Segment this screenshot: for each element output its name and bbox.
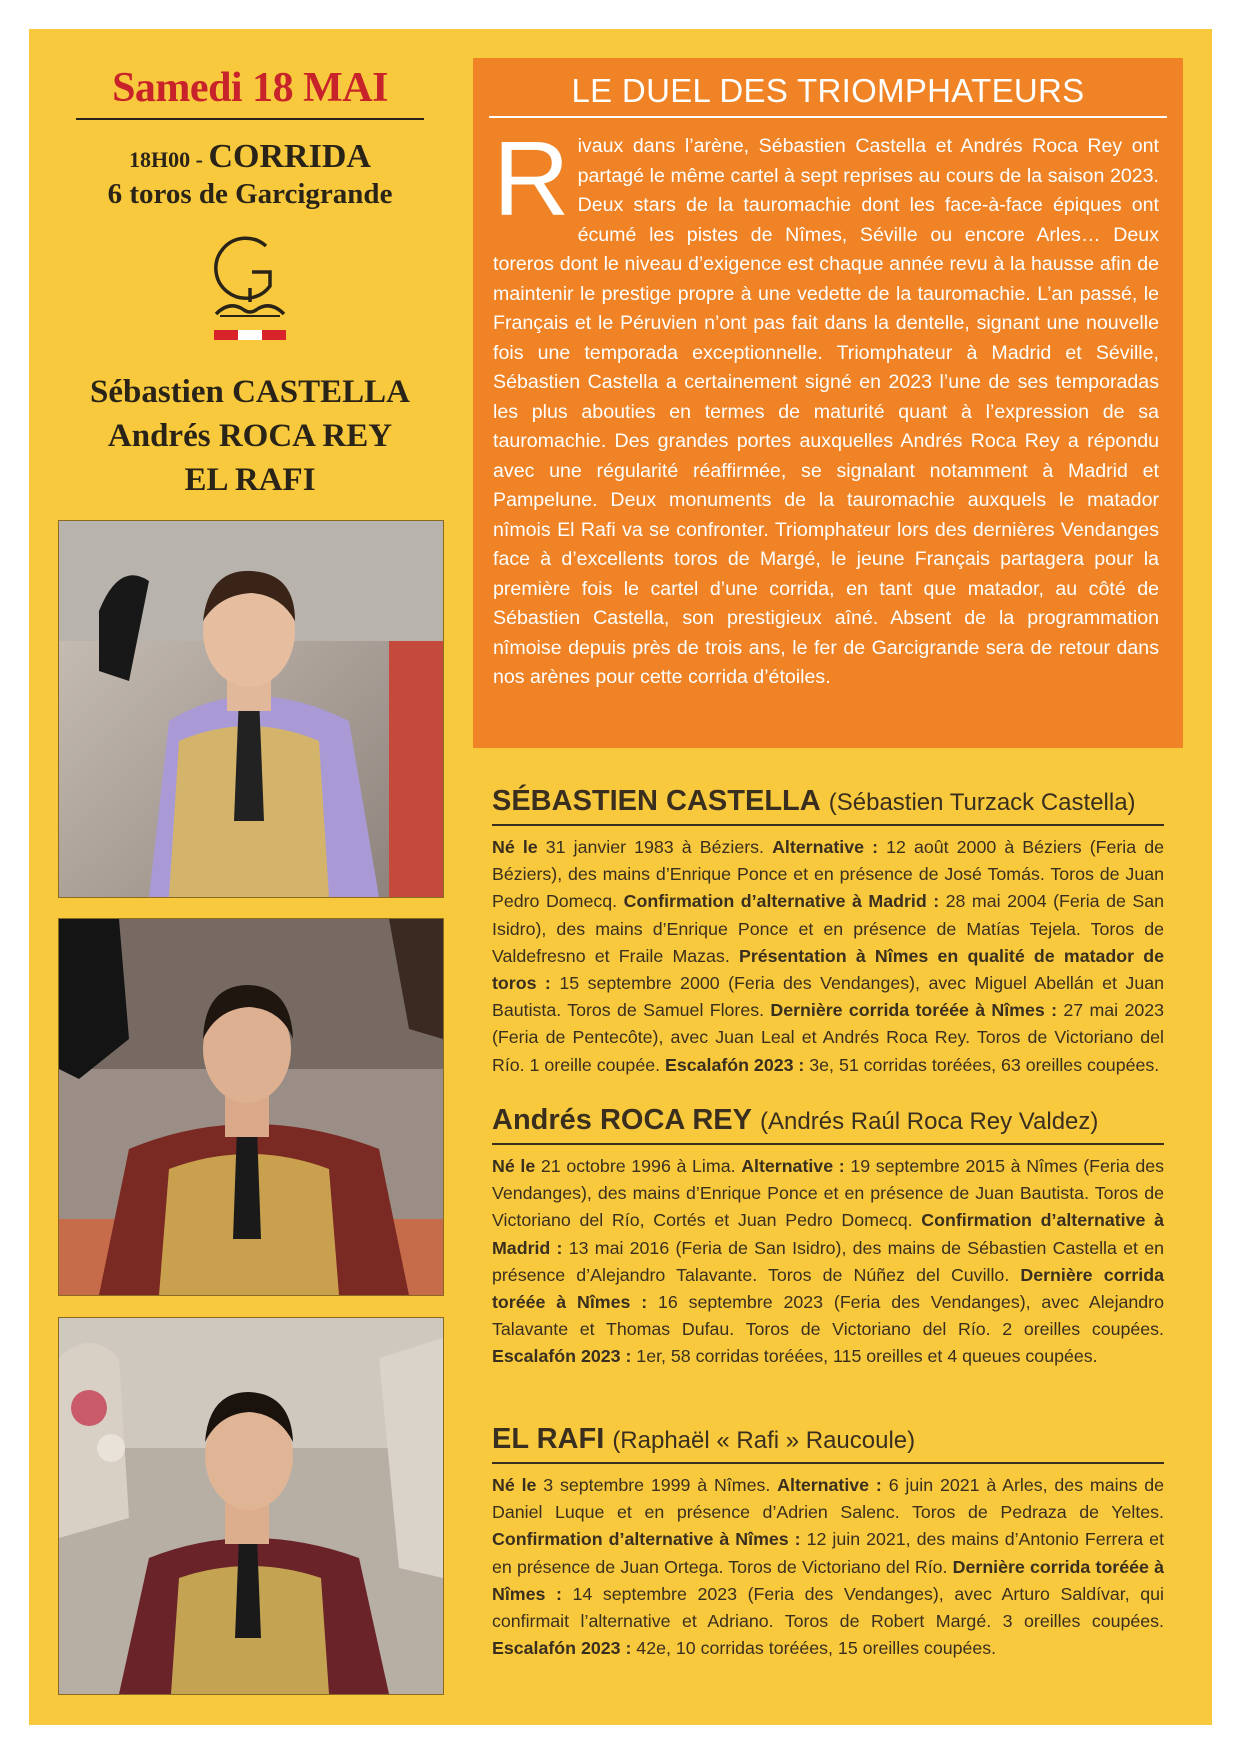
bio-text: [492, 834, 1164, 1079]
bio-label: Escalafón 2023 :: [492, 1346, 632, 1367]
bio-label: Confirmation d’alternative à Madrid :: [623, 891, 940, 912]
bio-value: 1er, 58 corridas toréées, 115 oreilles et 4 queues coupées.: [631, 1346, 1098, 1367]
bio-value: 31 janvier 1983 à Béziers.: [537, 837, 773, 857]
bio-label: Alternative :: [772, 837, 878, 857]
bio-value: 28 mai 2004 (Feria de San Isidro), des mains d’Enrique Ponce et en présence de Matías Tejela. Toros de Valdefresno et Fraile Mazas.: [492, 891, 1164, 966]
matador-photo: [58, 520, 444, 898]
bio-value: 12 août 2000 à Béziers (Feria de Béziers), des mains d’Enrique Ponce et en présence de José Tomás. Toros de Juan Pedro Domecq.: [492, 837, 1165, 912]
garcigrande-brand-icon: [200, 234, 300, 340]
bio-label: Né le: [492, 837, 538, 857]
bio-value: 15 septembre 2000 (Feria des Vendanges), avec Miguel Abellán et Juan Bautista. Toros de Samuel Flores.: [492, 973, 1164, 1021]
event-type: CORRIDA: [208, 138, 371, 175]
article-body: [493, 120, 1159, 693]
bio-value: 16 septembre 2023 (Feria des Vendanges), avec Alejandro Talavante et Thomas Dufau. Toros de Victoriano del Río. 2 oreilles coupées.: [492, 1292, 1164, 1340]
bio-full-name: (Raphaël « Rafi » Raucoule): [612, 1427, 916, 1454]
article-text: ivaux dans l’arène, Sébastien Castella et Andrés Roca Rey ont partagé le même cartel à sept reprises au cours de la saison 2023. Deux stars de la tauromachie dont les face-à-face épiques ont écumé les pistes de Nîmes, Séville ou encore Arles… Deux toreros dont le niveau d’exigence est chaque année revu à la hausse afin de maintenir le prestige propre à une vedette de la tauromachie. L’an passé, le Français et le Péruvien n’ont pas fait dans la dentelle, signant une nouvelle fois une temporada exceptionnelle. Triomphateur à Madrid et Séville, Sébastien Castella a certainement signé en 2023 l’une de ses temporadas les plus abouties en termes de maturité quant à l’expression de sa tauromachie. Des grandes portes auxquelles Andrés Roca Rey a répondu avec une régularité réaffirmée, se signalant notamment à Madrid et Pampelune. Deux monuments de la tauromachie auxquels le matador nîmois El Rafi va se confronter. Triomphateur lors des dernières Vendanges face à d’excellents toros de Margé, le jeune Français partagera pour la première fois le cartel d’une corrida, en tant que matador, au côté de Sébastien Castella, son prestigieux aîné. Absent de la programmation nîmoise depuis près de trois ans, le fer de Garcigrande sera de retour dans nos arènes pour cette corrida d’étoiles.: [493, 135, 1159, 688]
bio-full-name: (Sébastien Turzack Castella): [828, 789, 1136, 816]
matador-list: [60, 370, 440, 502]
matador-name: Sébastien CASTELLA: [90, 374, 410, 410]
bio-value: 14 septembre 2023 (Feria des Vendanges), avec Arturo Saldívar, qui confirmait l’alternative et Adriano. Toros de Robert Margé. 3 oreilles coupées.: [492, 1583, 1164, 1632]
bio-name: Andrés ROCA REY: [492, 1104, 752, 1136]
bio-label: Confirmation d’alternative à Madrid :: [492, 1210, 1165, 1258]
bio-heading: [492, 1101, 1164, 1141]
bio-value: 3 septembre 1999 à Nîmes.: [536, 1475, 778, 1495]
bio-heading: [492, 782, 1164, 822]
bio-value: 42e, 10 corridas toréées, 15 oreilles coupées.: [631, 1638, 997, 1659]
bio-value: 6 juin 2021 à Arles, des mains de Daniel Luque et en présence d’Adrien Salenc. Toros de Pedraza de Yeltes.: [492, 1475, 1164, 1523]
bio-label: Présentation à Nîmes en qualité de matador de toros :: [492, 945, 1164, 994]
duel-article: [473, 58, 1183, 748]
bio-label: Escalafón 2023 :: [664, 1054, 805, 1075]
matador-photo: [58, 1317, 444, 1695]
bio-label: Alternative :: [777, 1475, 882, 1495]
event-date: Samedi 18 MAI: [112, 65, 388, 111]
divider: [492, 1143, 1164, 1145]
bio-label: Escalafón 2023 :: [492, 1638, 632, 1659]
bio-el-rafi: [492, 1420, 1164, 1662]
bio-label: Dernière corrida toréée à Nîmes :: [770, 1000, 1058, 1021]
divider: [76, 118, 424, 120]
event-bulls: 6 toros de Garcigrande: [107, 178, 393, 210]
divider: [492, 824, 1164, 826]
bio-name: SÉBASTIEN CASTELLA: [492, 785, 821, 817]
divider: [489, 116, 1167, 118]
bio-label: Dernière corrida toréée à Nîmes :: [492, 1264, 1164, 1313]
bio-value: 27 mai 2023 (Feria de Pentecôte), avec Juan Leal et Andrés Roca Rey. Toros de Victoriano del Río. 1 oreille coupée.: [492, 1000, 1164, 1075]
bio-label: Né le: [492, 1156, 536, 1176]
matador-photo: [58, 918, 444, 1296]
matador-name: Andrés ROCA REY: [107, 418, 393, 454]
bio-full-name: (Andrés Raúl Roca Rey Valdez): [760, 1108, 1099, 1135]
matador-name: EL RAFI: [184, 462, 316, 498]
bio-value: 12 juin 2021, des mains d’Antonio Ferrera et en présence de Juan Ortega. Toros de Victoriano del Río.: [492, 1529, 1165, 1577]
bio-label: Dernière corrida toréée à Nîmes :: [492, 1556, 1164, 1604]
bio-label: Alternative :: [741, 1156, 845, 1176]
bio-text: [492, 1153, 1164, 1371]
bio-value: 3e, 51 corridas toréées, 63 oreilles coupées.: [804, 1054, 1160, 1075]
event-time-label: 18H00 -: [129, 147, 209, 172]
bio-label: Né le: [492, 1475, 537, 1495]
drop-cap: R: [493, 120, 570, 238]
bio-castella: [492, 782, 1164, 1079]
bio-label: Confirmation d’alternative à Nîmes :: [492, 1529, 801, 1550]
bio-heading: [492, 1420, 1164, 1460]
divider: [492, 1462, 1164, 1464]
article-title: LE DUEL DES TRIOMPHATEURS: [571, 72, 1085, 109]
bio-name: EL RAFI: [492, 1423, 605, 1455]
bio-roca-rey: [492, 1101, 1164, 1371]
bio-value: 21 octobre 1996 à Lima.: [535, 1156, 742, 1176]
bio-value: 13 mai 2016 (Feria de San Isidro), des mains de Sébastien Castella et en présence d’Alejandro Talavante. Toros de Núñez del Cuvillo.: [492, 1237, 1164, 1285]
bio-text: [492, 1472, 1164, 1662]
bio-value: 19 septembre 2015 à Nîmes (Feria des Vendanges), des mains d’Enrique Ponce et en présence de Juan Bautista. Toros de Victoriano del Río, Cortés et Juan Pedro Domecq.: [492, 1156, 1164, 1231]
event-time: [60, 138, 440, 176]
